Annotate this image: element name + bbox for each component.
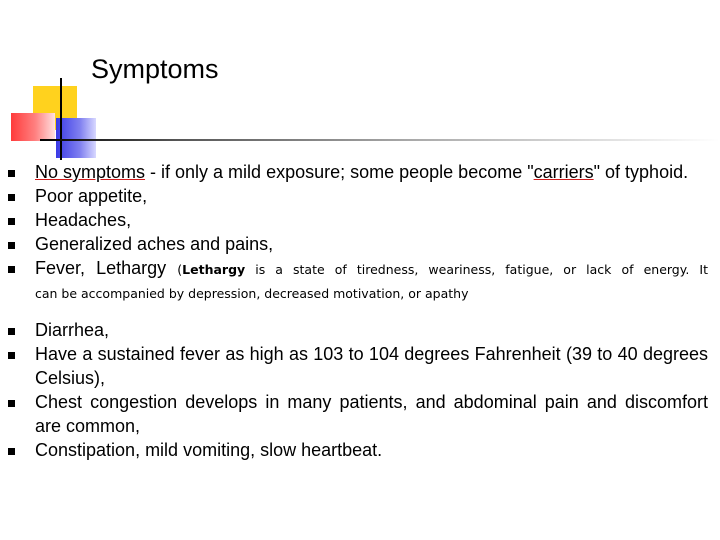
bullet-icon <box>8 242 15 249</box>
list-item <box>0 160 720 184</box>
bullet-icon <box>8 328 15 335</box>
list-item-text: Poor appetite, <box>35 186 148 206</box>
fever-text: Fever, Lethargy <box>35 258 178 278</box>
list-item-text <box>35 160 708 184</box>
list-item <box>0 184 720 208</box>
list-item <box>0 342 720 390</box>
symptom-list <box>0 160 720 462</box>
bullet-icon <box>8 400 15 407</box>
list-item-text: Headaches, <box>35 210 132 230</box>
list-item <box>0 256 720 304</box>
bullet-icon <box>8 194 15 201</box>
carriers-link[interactable]: carriers <box>533 162 594 182</box>
slide-title: Symptoms <box>91 54 219 84</box>
list-item-text: Have a sustained fever as high as 103 to 104 degrees Fahrenheit (39 to 40 degrees Celsius), <box>35 344 708 388</box>
list-item-text: Constipation, mild vomiting, slow heartbeat. <box>35 440 383 460</box>
list-item <box>0 318 720 342</box>
list-item-text <box>35 256 708 280</box>
list-item-text: Diarrhea, <box>35 320 110 340</box>
list-item <box>0 390 720 438</box>
decor-red-square <box>11 113 55 141</box>
no-symptoms-link[interactable]: No symptoms <box>35 162 146 182</box>
lethargy-note-line2: can be accompanied by depression, decreased motivation, or apathy <box>35 286 469 301</box>
bullet-icon <box>8 266 15 273</box>
list-spacer <box>0 304 720 318</box>
bullet-icon <box>8 170 15 177</box>
list-item-text-mid: - if only a mild exposure; some people become " <box>145 162 534 182</box>
lethargy-note-open: ( <box>177 262 183 277</box>
decor-horizontal-line <box>40 139 720 141</box>
bullet-icon <box>8 218 15 225</box>
list-item-text: Chest congestion develops in many patients, and abdominal pain and discomfort are common, <box>35 392 708 436</box>
bullet-icon <box>8 448 15 455</box>
list-item <box>0 232 720 256</box>
list-item-text: Generalized aches and pains, <box>35 234 274 254</box>
decor-vertical-line <box>60 78 62 160</box>
decor-blue-square <box>56 118 96 158</box>
list-item <box>0 438 720 462</box>
list-item-text-end: " of typhoid. <box>593 162 689 182</box>
bullet-icon <box>8 352 15 359</box>
list-item <box>0 208 720 232</box>
lethargy-note-line1: is a state of tiredness, weariness, fatigue, or lack of energy. It <box>245 262 708 277</box>
lethargy-term: Lethargy <box>182 262 246 277</box>
